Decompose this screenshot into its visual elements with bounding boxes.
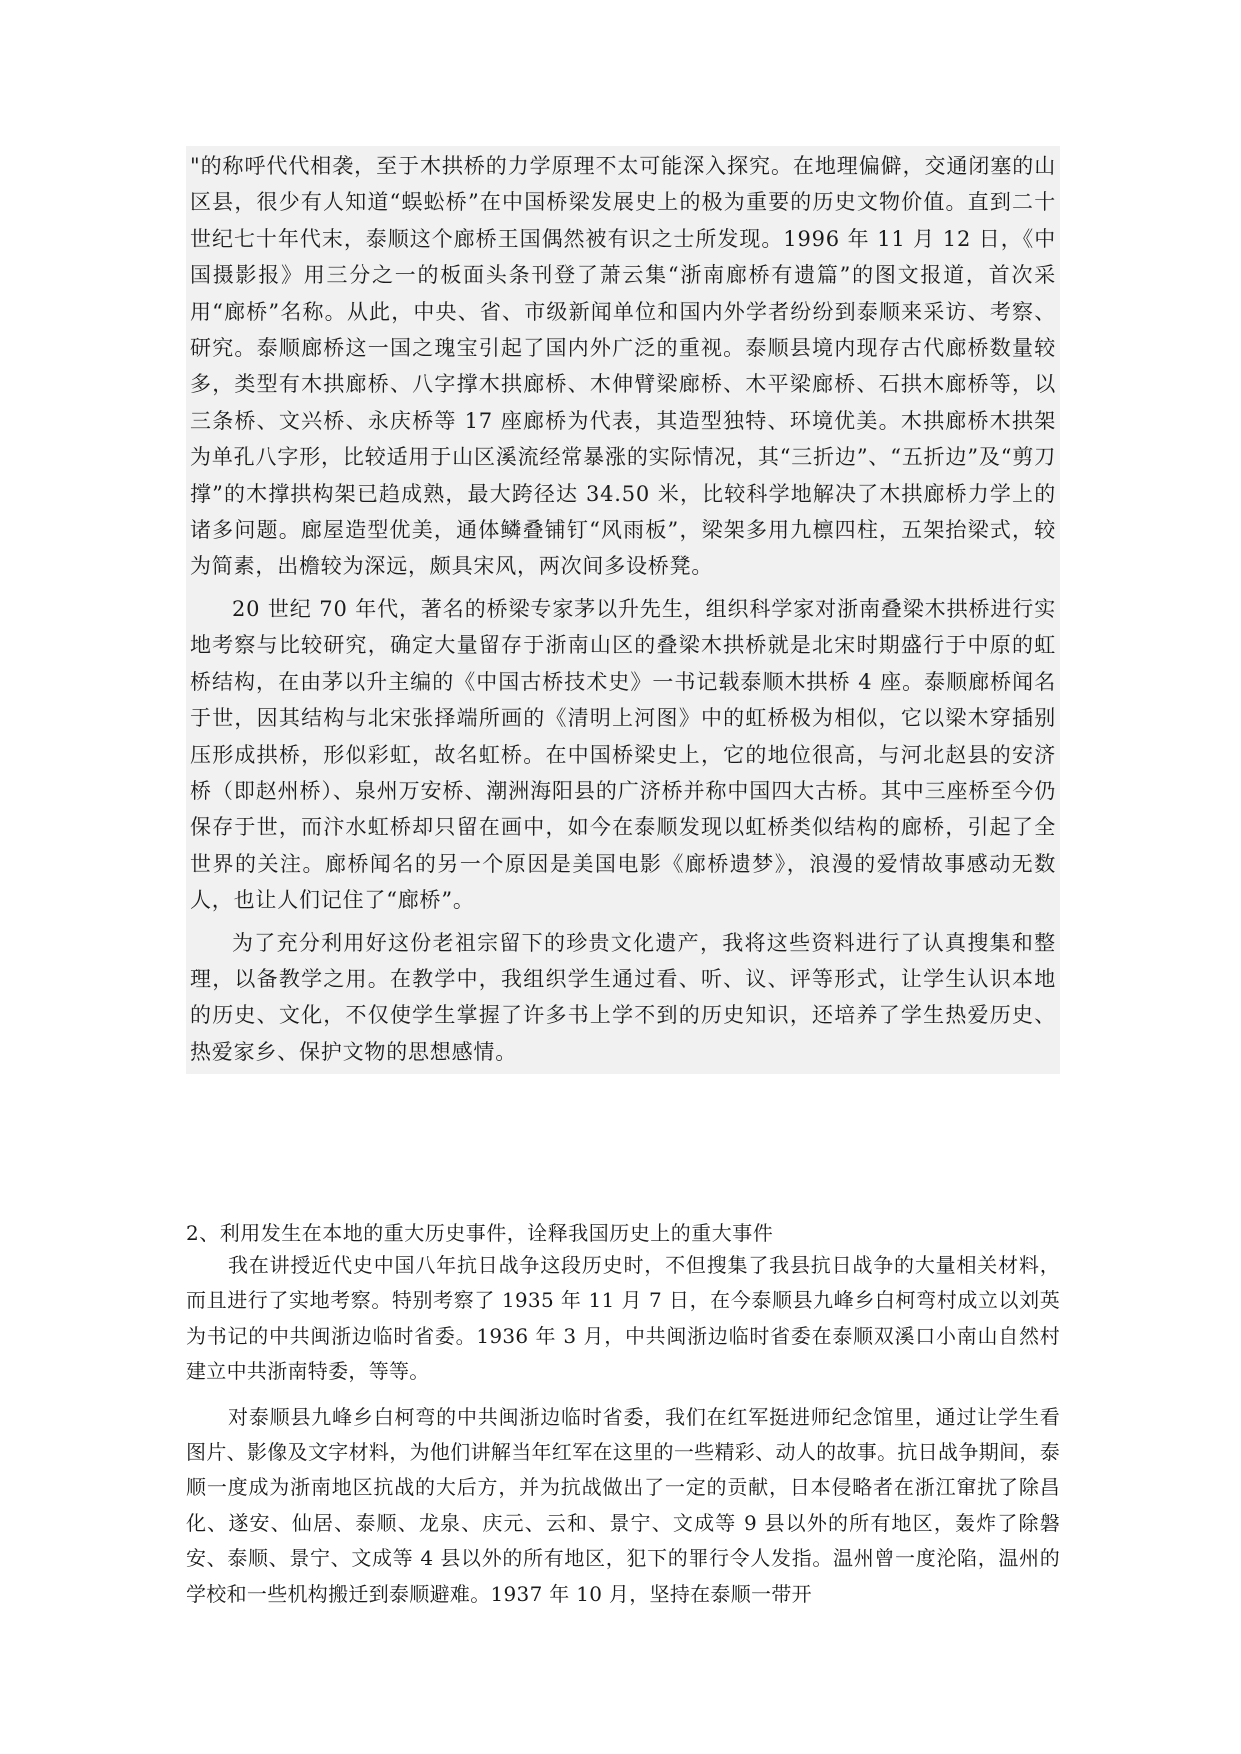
shaded-paragraph-1: "的称呼代代相袭，至于木拱桥的力学原理不太可能深入探究。在地理偏僻，交通闭塞的山区县，很少有人知道“蜈蚣桥”在中国桥梁发展史上的极为重要的历史文物价值。直到二十世纪七十年代末，泰顺这个廊桥王国偶然被有识之士所发现。1996 年 11 月 12 日，《中国摄影报》用三分之一的板面头条刊登了萧云集“浙南廊桥有遗篇”的图文报道，首次采用“廊桥”名称。从此，中央、省、市级新闻单位和国内外学者纷纷到泰顺来采访、考察、研究。泰顺廊桥这一国之瑰宝引起了国内外广泛的重视。泰顺县境内现存古代廊桥数量较多，类型有木拱廊桥、八字撑木拱廊桥、木伸臂梁廊桥、木平梁廊桥、石拱木廊桥等，以三条桥、文兴桥、永庆桥等 17 座廊桥为代表，其造型独特、环境优美。木拱廊桥木拱架为单孔八字形，比较适用于山区溪流经常暴涨的实际情况，其“三折边”、“五折边”及“剪刀撑”的木撑拱构架已趋成熟，最大跨径达 34.50 米，比较科学地解决了木拱廊桥力学上的诸多问题。廊屋造型优美，通体鳞叠铺钉“风雨板”，梁架多用九檩四柱，五架抬梁式，较为简素，出檐较为深远，颇具宋风，两次间多设桥凳。 xyxy=(190,154,1056,579)
body-paragraph-1: 我在讲授近代史中国八年抗日战争这段历史时，不但搜集了我县抗日战争的大量相关材料，而且进行了实地考察。特别考察了 1935 年 11 月 7 日，在今泰顺县九峰乡白柯弯村成立以刘英为书记的中共闽浙边临时省委。1936 年 3 月，中共闽浙边临时省委在泰顺双溪口小南山自然村建立中共浙南特委，等等。 xyxy=(186,1253,1060,1384)
shaded-excerpt-block xyxy=(186,146,1060,1074)
body-paragraph-2: 对泰顺县九峰乡白柯弯的中共闽浙边临时省委，我们在红军挺进师纪念馆里，通过让学生看图片、影像及文字材料，为他们讲解当年红军在这里的一些精彩、动人的故事。抗日战争期间，泰顺一度成为浙南地区抗战的大后方，并为抗战做出了一定的贡献，日本侵略者在浙江窜扰了除昌化、遂安、仙居、泰顺、龙泉、庆元、云和、景宁、文成等 9 县以外的所有地区，轰炸了除磐安、泰顺、景宁、文成等 4 县以外的所有地区，犯下的罪行令人发指。温州曾一度沦陷，温州的学校和一些机构搬迁到泰顺避难。1937 年 10 月，坚持在泰顺一带开 xyxy=(186,1404,1060,1606)
shaded-paragraph-3: 为了充分利用好这份老祖宗留下的珍贵文化遗产，我将这些资料进行了认真搜集和整理，以备教学之用。在教学中，我组织学生通过看、听、议、评等形式，让学生认识本地的历史、文化，不仅使学生掌握了许多书上学不到的历史知识，还培养了学生热爱历史、热爱家乡、保护文物的思想感情。 xyxy=(190,930,1056,1064)
shaded-paragraph-2: 20 世纪 70 年代，著名的桥梁专家茅以升先生，组织科学家对浙南叠梁木拱桥进行实地考察与比较研究，确定大量留存于浙南山区的叠梁木拱桥就是北宋时期盛行于中原的虹桥结构，在由茅以升主编的《中国古桥技术史》一书记载泰顺木拱桥 4 座。泰顺廊桥闻名于世，因其结构与北宋张择端所画的《清明上河图》中的虹桥极为相似，它以梁木穿插别压形成拱桥，形似彩虹，故名虹桥。在中国桥梁史上，它的地位很高，与河北赵县的安济桥（即赵州桥）、泉州万安桥、潮洲海阳县的广济桥并称中国四大古桥。其中三座桥至今仍保存于世，而汴水虹桥却只留在画中，如今在泰顺发现以虹桥类似结构的廊桥，引起了全世界的关注。廊桥闻名的另一个原因是美国电影《廊桥遗梦》，浪漫的爱情故事感动无数人，也让人们记住了“廊桥”。 xyxy=(190,596,1056,913)
main-text-block xyxy=(186,1218,1060,1612)
section-heading: 2、利用发生在本地的重大历史事件，诠释我国历史上的重大事件 xyxy=(186,1221,774,1245)
